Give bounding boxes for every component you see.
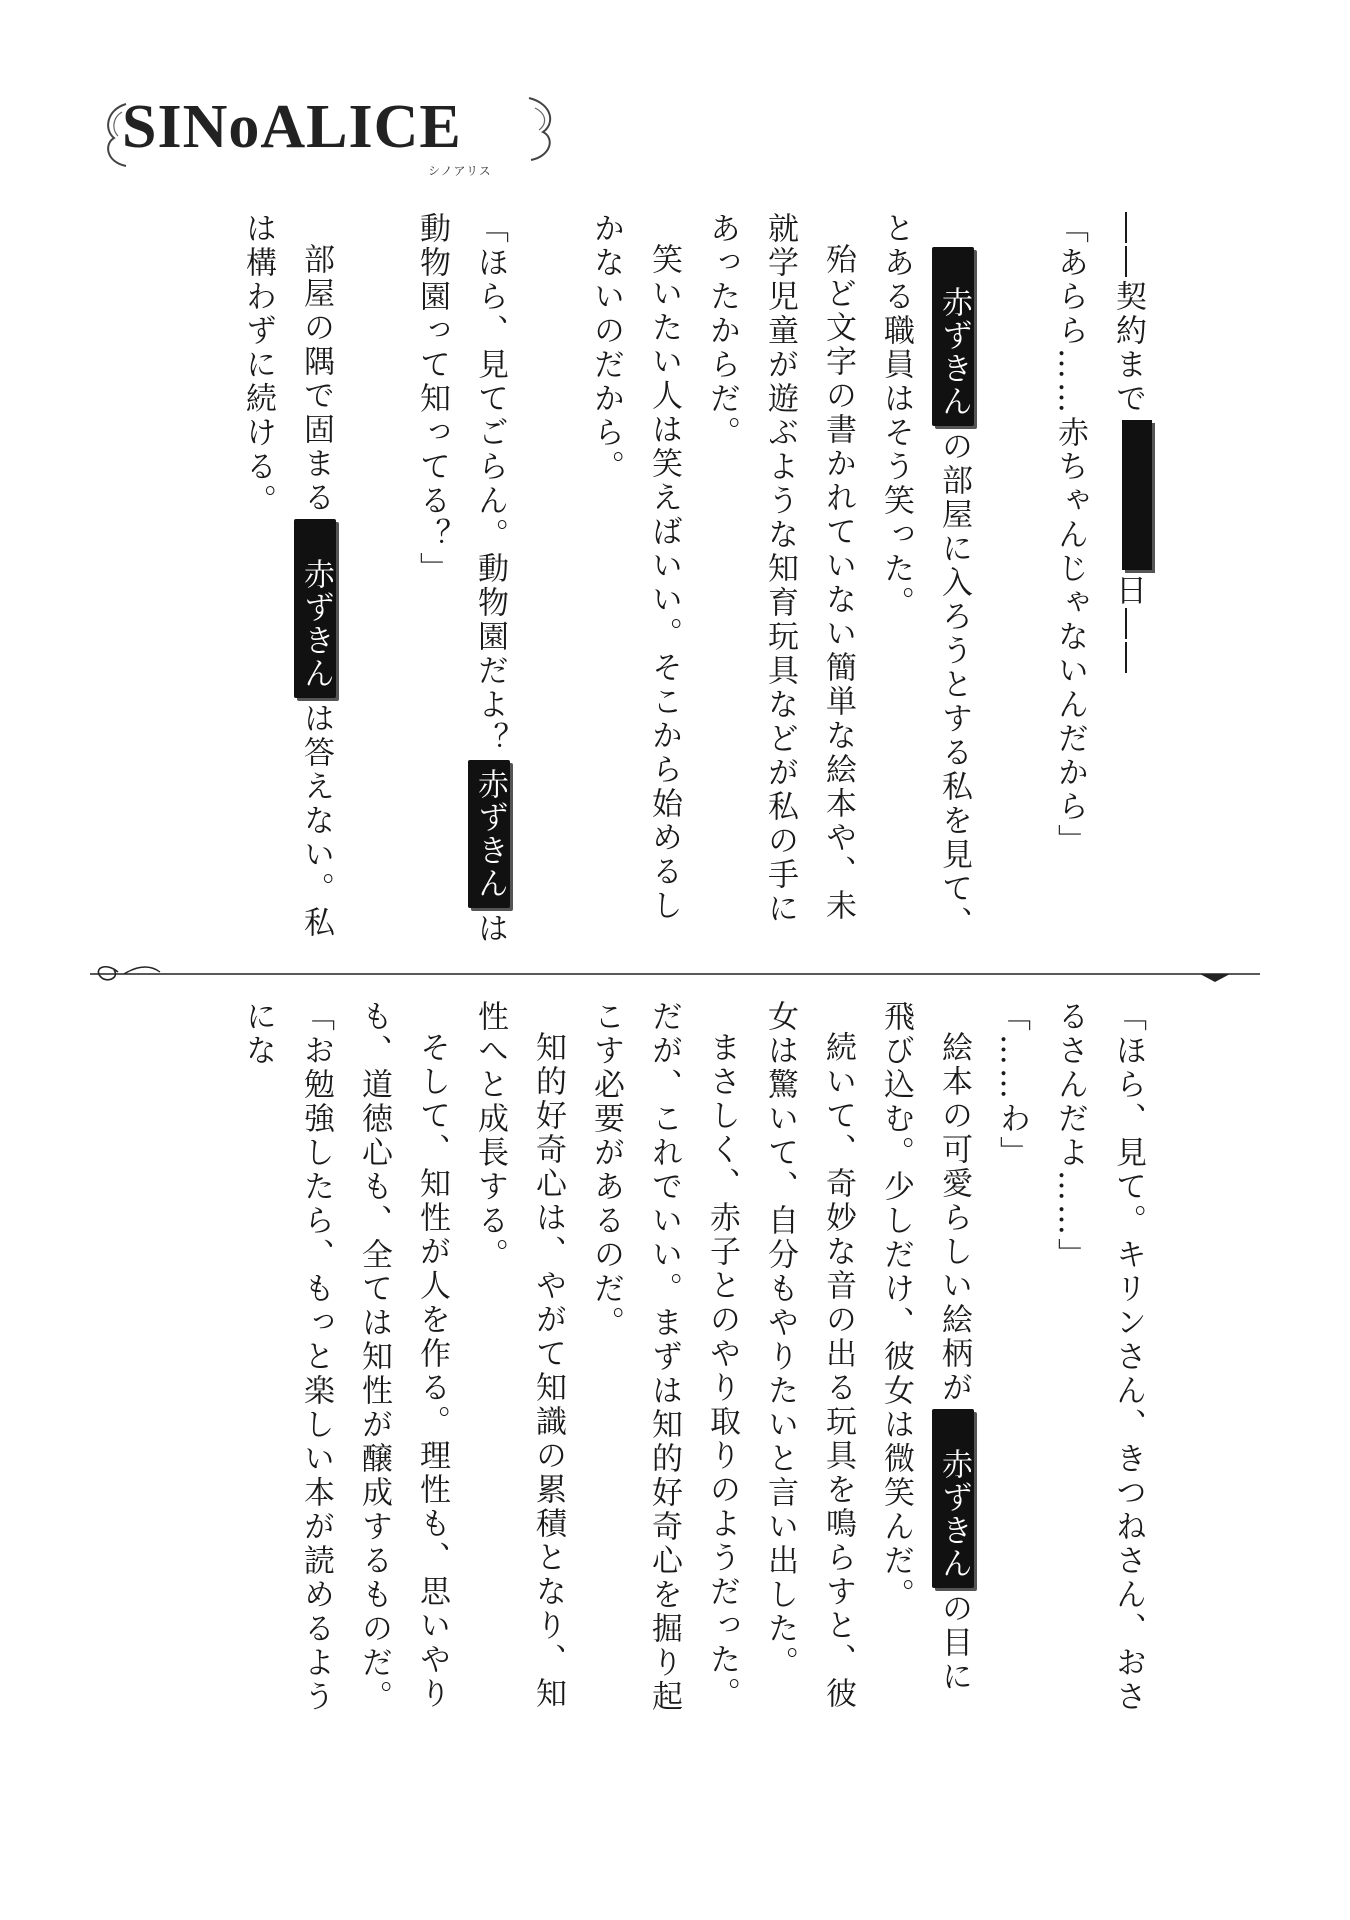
name-tag: 赤ずきん — [932, 247, 974, 426]
redacted-days-bar — [1122, 420, 1152, 570]
logo-subtitle: シノアリス — [428, 164, 492, 178]
paragraph: 部屋の隅で固まる赤ずきんは答えない。私は構わずに続ける。 — [240, 212, 334, 940]
paragraph: 殆ど文字の書かれていない簡単な絵本や、未就学児童が遊ぶような知育玩具などが私の手にあったからだ。 — [704, 212, 856, 926]
paragraph: そして、知性が人を作る。理性も、思いやりも、道徳心も、全ては知性が醸成するものだ。 — [356, 1000, 450, 1714]
paragraph: 「お勉強したら、もっと楽しい本が読めるようにな — [240, 1000, 334, 1714]
ornamental-divider — [90, 958, 1260, 988]
paragraph: まさしく、赤子とのやり取りのようだった。だが、これでいい。まずは知的好奇心を掘り起こす必要があるのだ。 — [588, 1000, 740, 1714]
heading-after: 日―― — [1110, 574, 1146, 676]
paragraph: 赤ずきんの部屋に入ろうとする私を見て、とある職員はそう笑った。 — [878, 212, 972, 940]
lower-text-block — [207, 1000, 1157, 1720]
chapter-heading — [1099, 212, 1157, 952]
name-tag: 赤ずきん — [468, 760, 510, 908]
paragraph: 知的好奇心は、やがて知識の累積となり、知性へと成長する。 — [472, 1000, 566, 1711]
logo-title: SINoALICE — [122, 93, 462, 161]
name-tag: 赤ずきん — [932, 1409, 974, 1588]
paragraph: 「ほら、見てごらん。動物園だよ？赤ずきんは動物園って知ってる？」 — [414, 212, 508, 946]
logo — [100, 92, 560, 182]
paragraph: 続いて、奇妙な音の出る玩具を鳴らすと、彼女は驚いて、自分もやりたいと言い出した。 — [762, 1000, 856, 1711]
paragraph: 笑いたい人は笑えばいい。そこから始めるしかないのだから。 — [588, 212, 682, 923]
paragraph: 「ほら、見て。キリンさん、きつねさん、おさるさんだよ……」 — [1052, 1000, 1146, 1714]
heading-before: ――契約まで — [1110, 212, 1146, 416]
paragraph: 絵本の可愛らしい絵柄が赤ずきんの目に飛び込む。少しだけ、彼女は微笑んだ。 — [878, 1000, 972, 1694]
name-tag: 赤ずきん — [294, 519, 336, 698]
logo-swirl-right-icon — [525, 94, 561, 164]
paragraph: 「……わ」 — [994, 1000, 1030, 1170]
upper-text-block — [207, 212, 1157, 952]
paragraph: 「あらら……赤ちゃんじゃないんだから」 — [1052, 212, 1088, 858]
